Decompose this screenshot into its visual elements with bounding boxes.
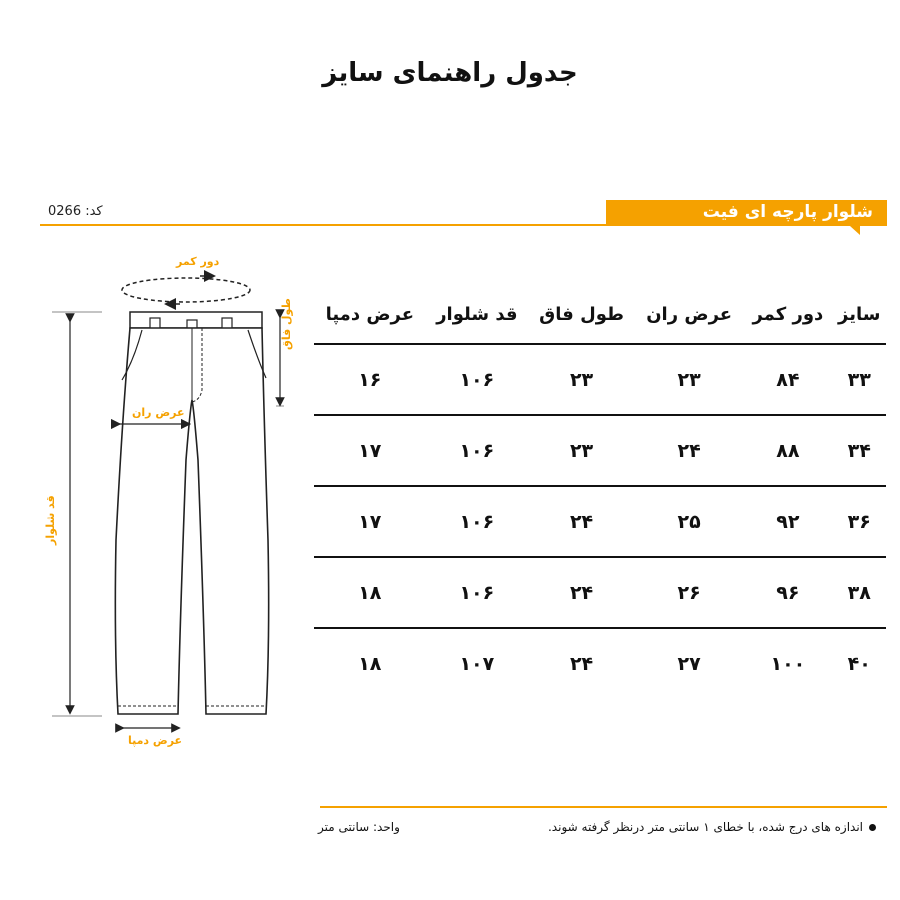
cell-thigh: ۲۳ <box>635 344 743 415</box>
cell-length: ۱۰۶ <box>426 415 529 486</box>
table-header-row <box>314 285 886 344</box>
cell-length: ۱۰۶ <box>426 344 529 415</box>
cell-hem: ۱۸ <box>314 557 426 628</box>
hem-label: عرض دمپا <box>128 734 183 747</box>
cell-rise: ۲۳ <box>528 415 635 486</box>
cell-thigh: ۲۴ <box>635 415 743 486</box>
cell-size: ۳۸ <box>833 557 886 628</box>
cell-size: ۳۶ <box>833 486 886 557</box>
header-thigh: عرض ران <box>635 285 743 344</box>
product-banner <box>606 200 887 226</box>
cell-hem: ۱۶ <box>314 344 426 415</box>
cell-waist: ۹۶ <box>743 557 832 628</box>
footer-rule <box>320 806 887 808</box>
cell-length: ۱۰۶ <box>426 486 529 557</box>
table-row <box>314 344 886 415</box>
cell-waist: ۱۰۰ <box>770 652 806 675</box>
footer-note <box>548 820 876 834</box>
rise-label: طول فاق <box>280 298 293 350</box>
size-table <box>314 285 886 698</box>
cell-thigh: ۲۶ <box>635 557 743 628</box>
cell-thigh: ۲۷ <box>677 652 701 675</box>
table-row <box>314 486 886 557</box>
cell-length: ۱۰۶ <box>426 557 529 628</box>
length-label: قد شلوار <box>44 495 57 545</box>
unit-text: واحد: سانتی متر <box>318 820 400 834</box>
cell-hem: ۱۷ <box>314 486 426 557</box>
cell-waist: ۹۲ <box>743 486 832 557</box>
cell-size: ۴۰ <box>847 652 871 675</box>
pants-outline-icon <box>30 240 320 760</box>
cell-waist: ۸۸ <box>743 415 832 486</box>
header-hem: عرض دمپا <box>314 285 426 344</box>
cell-size: ۳۳ <box>833 344 886 415</box>
cell-waist: ۸۴ <box>743 344 832 415</box>
header-length: قد شلوار <box>426 285 529 344</box>
cell-rise: ۲۴ <box>528 486 635 557</box>
cell-size: ۳۴ <box>833 415 886 486</box>
cell-hem: ۱۸ <box>358 652 382 675</box>
cell-thigh: ۲۵ <box>635 486 743 557</box>
waist-label: دور کمر <box>176 255 220 268</box>
header-size: سایز <box>833 285 886 344</box>
product-name: شلوار پارچه ای فیت <box>702 202 873 222</box>
cell-rise: ۲۴ <box>528 557 635 628</box>
cell-hem: ۱۷ <box>314 415 426 486</box>
pants-diagram <box>30 240 320 760</box>
banner-tail <box>850 226 860 235</box>
note-text: اندازه های درج شده، با خطای ۱ سانتی متر درنظر گرفته شوند. <box>547 820 863 834</box>
table-row <box>314 628 886 698</box>
page-title: جدول راهنمای سایز <box>322 58 578 88</box>
cell-rise: ۲۳ <box>528 344 635 415</box>
header-rise: طول فاق <box>528 285 635 344</box>
table-row <box>314 415 886 486</box>
product-code: کد: 0266 <box>48 204 103 219</box>
thigh-label: عرض ران <box>132 406 185 419</box>
table-row <box>314 557 886 628</box>
cell-length: ۱۰۷ <box>459 652 495 675</box>
cell-rise: ۲۴ <box>569 652 594 675</box>
bullet-icon <box>869 824 876 831</box>
header-waist: دور کمر <box>743 285 832 344</box>
